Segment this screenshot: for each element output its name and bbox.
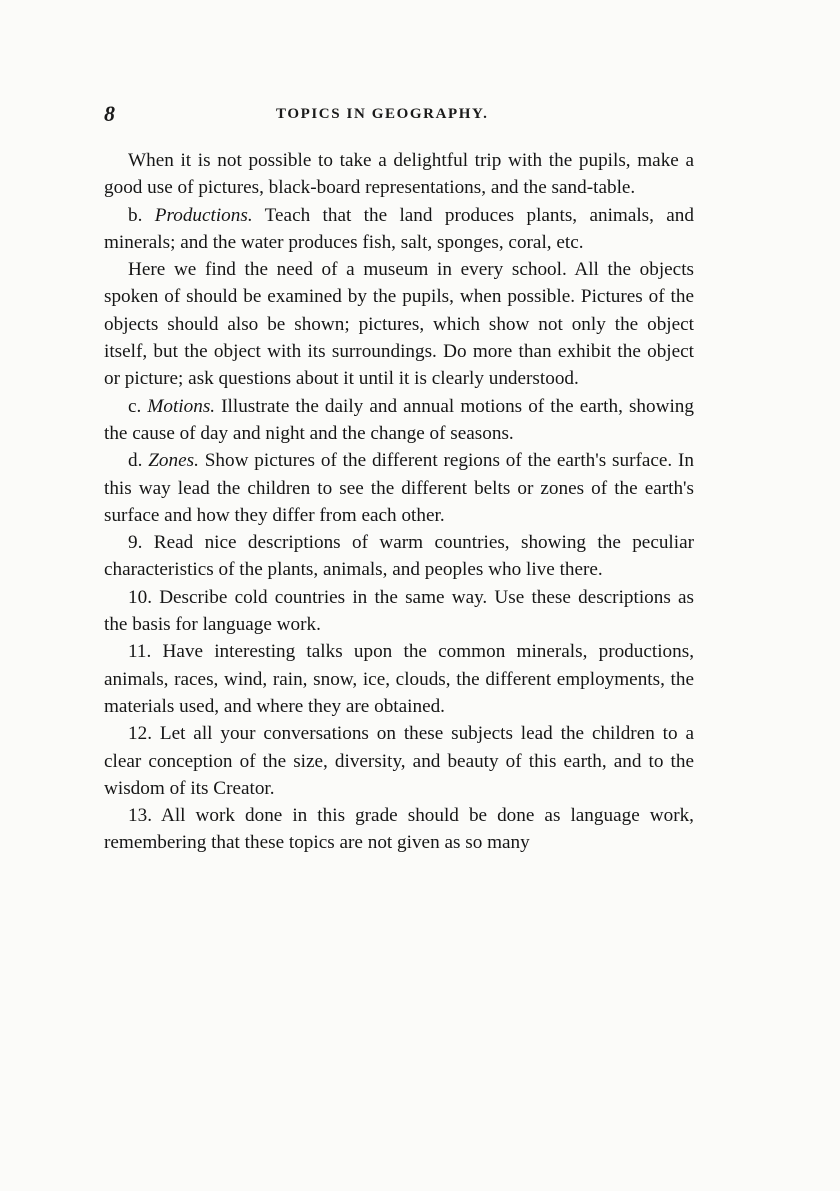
paragraph-text: Illustrate the daily and annual motions of the earth, showing the cause of day and night and the change of seasons.	[104, 395, 694, 444]
paragraph-text: Describe cold countries in the same way. Use these descriptions as the basis for language work.	[104, 586, 694, 636]
topic-heading: Zones.	[148, 450, 199, 472]
paragraph-item-10	[104, 584, 694, 639]
item-label: 12.	[128, 723, 152, 745]
page-number: 8	[104, 101, 115, 126]
item-label: 10.	[128, 586, 152, 608]
paragraph-text: Show pictures of the different regions of the earth's surface. In this way lead the children to see the different belts or zones of the earth's surface and how they differ from each other.	[104, 450, 695, 526]
paragraph-item-13	[104, 802, 694, 857]
item-label: 11.	[128, 641, 152, 663]
topic-heading: Productions.	[154, 204, 253, 226]
item-label: d.	[128, 450, 143, 472]
item-label: 13.	[128, 805, 152, 827]
paragraph-text: Teach that the land produces plants, animals, and minerals; and the water produces fish, salt, sponges, coral, etc.	[104, 204, 694, 253]
paragraph-museum	[104, 256, 694, 392]
item-label: c.	[128, 395, 142, 417]
paragraph-trip	[104, 147, 694, 202]
paragraph-text: Read nice descriptions of warm countries, showing the peculiar characteristics of the plants, animals, and peoples who live there.	[104, 532, 695, 581]
body-text	[104, 147, 694, 857]
item-label: 9.	[128, 532, 143, 554]
paragraph-item-12	[104, 720, 694, 802]
paragraph-text: Have interesting talks upon the common minerals, productions, animals, races, wind, rain, snow, ice, clouds, the different employments, the materials used, and where they are obtained.	[104, 641, 694, 717]
paragraph-item-11	[104, 638, 694, 720]
topic-heading: Motions.	[147, 395, 216, 417]
paragraph-item-9	[104, 529, 694, 584]
page-header	[104, 101, 694, 131]
paragraph-productions	[104, 202, 694, 257]
paragraph-text: Let all your conversations on these subjects lead the children to a clear conception of the size, diversity, and beauty of this earth, and to the wisdom of its Creator.	[104, 723, 694, 799]
paragraph-text: Here we find the need of a museum in every school. All the objects spoken of should be examined by the pupils, when possible. Pictures of the objects should also be shown; pictures, which show not only the object itself, but the object with its surroundings. Do more than exhibit the object or picture; ask questions about it until it is clearly understood.	[104, 259, 694, 390]
paragraph-motions	[104, 393, 694, 448]
paragraph-text: When it is not possible to take a delightful trip with the pupils, make a good use of pictures, black-board representations, and the sand-table.	[104, 150, 694, 199]
paragraph-text: All work done in this grade should be done as language work, remembering that these topics are not given as so many	[104, 805, 694, 854]
paragraph-zones	[104, 447, 694, 529]
item-label: b.	[128, 204, 143, 226]
running-head: TOPICS IN GEOGRAPHY.	[276, 106, 489, 122]
